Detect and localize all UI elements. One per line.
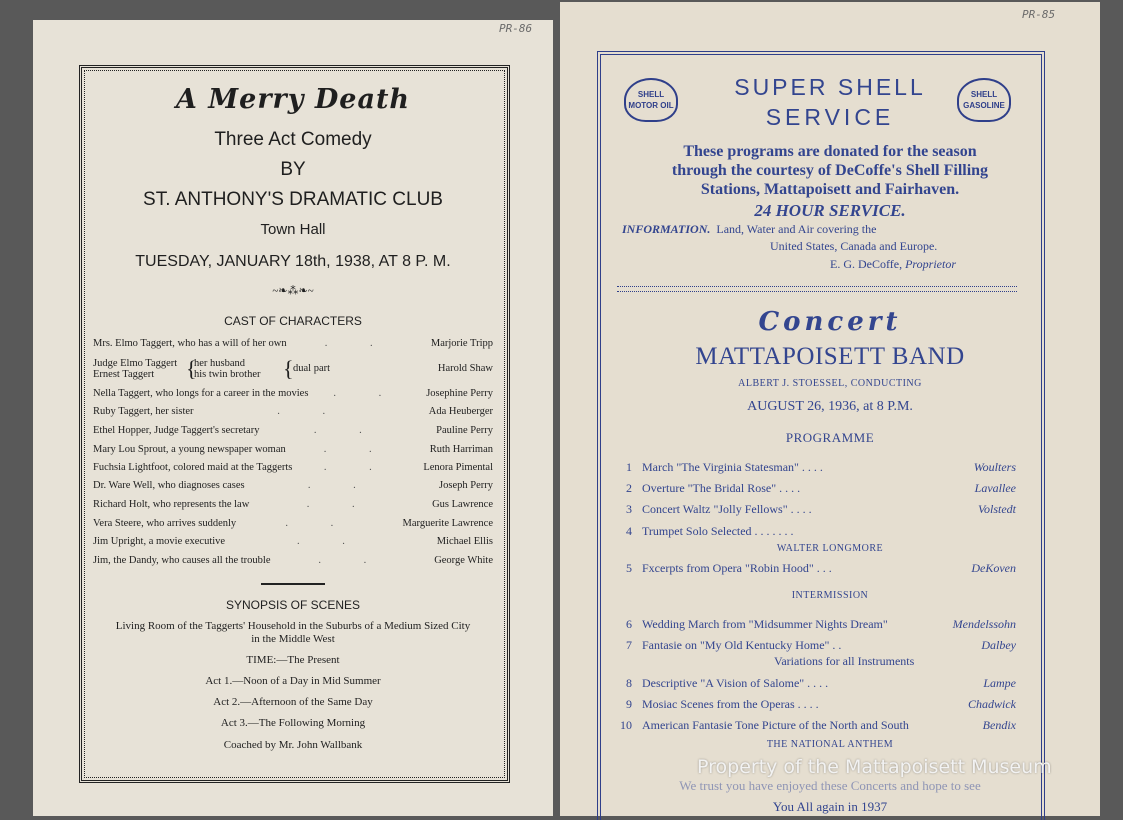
service-heading: SERVICE xyxy=(765,104,895,130)
programme-composer: DeKoven xyxy=(971,561,1016,575)
variations-line: Variations for all Instruments xyxy=(774,654,915,668)
closing-line: We trust you have enjoyed these Concerts and hope to see xyxy=(679,778,981,793)
programme-desc: Fantasie on "My Old Kentucky Home" . . xyxy=(642,638,842,652)
leader-dots: . . xyxy=(324,338,393,349)
leader-dots: . . xyxy=(318,555,387,566)
cast-role: Jim Upright, a movie executive xyxy=(93,536,226,547)
leader-dots: . . xyxy=(323,444,392,455)
cast-role: Fuchsia Lightfoot, colored maid at the Taggerts xyxy=(93,462,293,473)
donation-line: through the courtesy of DeCoffe's Shell Filling xyxy=(671,162,989,179)
leader-dots: . . xyxy=(277,406,346,417)
cast-role: Jim, the Dandy, who causes all the trouble xyxy=(93,555,271,566)
left-program-page xyxy=(33,20,553,816)
concert-heading: Concert xyxy=(758,307,902,337)
cast-heading: CAST OF CHARACTERS xyxy=(224,314,362,328)
programme-composer: Dalbey xyxy=(981,638,1016,652)
divider xyxy=(617,291,1017,292)
cast-row xyxy=(93,555,493,566)
programme-desc: March "The Virginia Statesman" . . . . xyxy=(642,460,823,474)
cast-actor: Gus Lawrence xyxy=(432,499,493,510)
cast-role: Nella Taggert, who longs for a career in the movies xyxy=(93,388,309,399)
cast-role: Ethel Hopper, Judge Taggert's secretary xyxy=(93,425,260,436)
divider xyxy=(617,286,1017,287)
cast-actor: Marjorie Tripp xyxy=(430,338,493,349)
intermission-line: INTERMISSION xyxy=(791,590,869,601)
programme-composer: Bendix xyxy=(982,718,1016,732)
programme-desc: American Fantasie Tone Picture of the North and South xyxy=(642,718,909,732)
information-text: United States, Canada and Europe. xyxy=(770,239,938,253)
programme-desc: Mosiac Scenes from the Operas . . . . xyxy=(642,697,819,711)
programme-desc: Fxcerpts from Opera "Robin Hood" . . . xyxy=(642,561,832,575)
cast-row xyxy=(93,499,493,510)
cast-role: Vera Steere, who arrives suddenly xyxy=(93,518,237,529)
performance-date: TUESDAY, JANUARY 18th, 1938, AT 8 P. M. xyxy=(135,253,451,270)
programme-num: 4 xyxy=(626,524,632,538)
play-title: A Merry Death xyxy=(175,84,411,115)
programme-num: 6 xyxy=(626,617,632,631)
cast-row xyxy=(93,338,493,349)
programme-num: 1 xyxy=(626,460,632,474)
programme-num: 8 xyxy=(626,676,632,690)
page-label: PR-85 xyxy=(1022,8,1056,21)
information-label: INFORMATION. xyxy=(622,222,711,236)
programme-num: 3 xyxy=(626,502,632,516)
programme-num: 5 xyxy=(626,561,632,575)
programme-composer: Chadwick xyxy=(968,697,1016,711)
leader-dots: . . xyxy=(313,425,382,436)
cast-actor: Michael Ellis xyxy=(436,536,493,547)
programme-composer: Mendelssohn xyxy=(952,617,1016,631)
information-text: Land, Water and Air covering the xyxy=(716,222,877,236)
programme-heading: PROGRAMME xyxy=(785,430,875,445)
cast-row-dual-part xyxy=(93,358,493,386)
cast-role: Judge Elmo Taggert xyxy=(93,358,178,369)
cast-actor: Marguerite Lawrence xyxy=(402,518,493,529)
leader-dots: . . xyxy=(306,499,375,510)
cast-role: Mrs. Elmo Taggert, who has a will of her own xyxy=(93,338,287,349)
anthem-line: THE NATIONAL ANTHEM xyxy=(766,739,894,750)
page-label: PR-86 xyxy=(499,22,533,35)
cast-actor: Lenora Pimental xyxy=(423,462,493,473)
shell-motor-oil-logo: SHELL MOTOR OIL xyxy=(624,78,678,122)
divider xyxy=(261,583,325,585)
cast-role-desc: his twin brother xyxy=(194,369,261,380)
brace-icon: { xyxy=(186,356,197,381)
cast-row xyxy=(93,518,493,529)
programme-desc: Descriptive "A Vision of Salome" . . . . xyxy=(642,676,829,690)
donation-line: Stations, Mattapoisett and Fairhaven. xyxy=(700,181,960,198)
act-line: Act 3.—The Following Morning xyxy=(220,717,366,729)
cast-actor: Pauline Perry xyxy=(436,425,493,436)
programme-desc: Wedding March from "Midsummer Nights Dream" xyxy=(642,617,888,631)
leader-dots: . . xyxy=(285,518,354,529)
play-subtitle: Three Act Comedy xyxy=(214,129,372,150)
ornament-icon: ~❧⁂❧~ xyxy=(272,285,314,297)
cast-role: Richard Holt, who represents the law xyxy=(93,499,250,510)
leader-dots: . . xyxy=(296,536,365,547)
cast-row xyxy=(93,480,493,491)
venue: Town Hall xyxy=(260,221,326,238)
time-line: TIME:—The Present xyxy=(246,654,340,666)
museum-watermark: Property of the Mattapoisett Museum xyxy=(697,756,1052,778)
cast-row xyxy=(93,388,493,399)
leader-dots: . . xyxy=(307,480,376,491)
programme-composer: Lampe xyxy=(983,676,1016,690)
dual-part-note: dual part xyxy=(293,363,331,374)
cast-actor: George White xyxy=(434,555,493,566)
shell-gasoline-logo: SHELL GASOLINE xyxy=(957,78,1011,122)
programme-desc: Concert Waltz "Jolly Fellows" . . . . xyxy=(642,502,812,516)
closing-line: You All again in 1937 xyxy=(772,799,888,814)
proprietor-title: Proprietor xyxy=(905,257,956,271)
proprietor-name: E. G. DeCoffe, xyxy=(830,257,903,271)
club-name: ST. ANTHONY'S DRAMATIC CLUB xyxy=(143,189,443,210)
programme-composer: Woulters xyxy=(973,460,1016,474)
cast-actor: Ada Heuberger xyxy=(428,406,493,417)
proprietor-line xyxy=(830,257,956,272)
hour-service: 24 HOUR SERVICE. xyxy=(754,201,906,220)
programme-num: 7 xyxy=(626,638,632,652)
band-name: MATTAPOISETT BAND xyxy=(695,343,965,370)
cast-actor: Josephine Perry xyxy=(426,388,493,399)
programme-composer: Volstedt xyxy=(978,502,1016,516)
right-program-page xyxy=(560,2,1100,816)
act-line: Act 1.—Noon of a Day in Mid Summer xyxy=(205,675,381,687)
concert-date: AUGUST 26, 1936, at 8 P.M. xyxy=(747,399,913,414)
cast-role-desc: her husband xyxy=(194,358,246,369)
cast-role: Dr. Ware Well, who diagnoses cases xyxy=(93,480,245,491)
brace-icon: { xyxy=(283,356,294,381)
synopsis-heading: SYNOPSIS OF SCENES xyxy=(225,598,361,612)
programme-num: 10 xyxy=(620,718,632,732)
conductor-line: ALBERT J. STOESSEL, CONDUCTING xyxy=(738,378,922,389)
programme-desc: Trumpet Solo Selected . . . . . . . xyxy=(642,524,794,538)
synopsis-line: Living Room of the Taggerts' Household in the Suburbs of a Medium Sized City xyxy=(115,620,471,632)
programme-num: 9 xyxy=(626,697,632,711)
super-shell-heading: SUPER SHELL xyxy=(734,74,926,100)
information-line xyxy=(622,222,876,237)
coach-line: Coached by Mr. John Wallbank xyxy=(223,739,363,751)
act-line: Act 2.—Afternoon of the Same Day xyxy=(213,696,373,708)
by-label: BY xyxy=(280,159,306,180)
cast-row xyxy=(93,406,493,417)
cast-role: Ernest Taggert xyxy=(93,369,155,380)
leader-dots: . . xyxy=(333,388,402,399)
cast-row xyxy=(93,425,493,436)
soloist-line: WALTER LONGMORE xyxy=(776,543,884,554)
synopsis-line: in the Middle West xyxy=(251,633,335,645)
programme-desc: Overture "The Bridal Rose" . . . . xyxy=(642,481,801,495)
cast-role: Ruby Taggert, her sister xyxy=(93,406,194,417)
cast-row xyxy=(93,462,493,473)
programme-composer: Lavallee xyxy=(974,481,1016,495)
cast-row xyxy=(93,444,493,455)
cast-actor: Joseph Perry xyxy=(439,480,493,491)
programme-num: 2 xyxy=(626,481,632,495)
cast-row xyxy=(93,536,493,547)
leader-dots: . . xyxy=(323,462,392,473)
cast-role: Mary Lou Sprout, a young newspaper woman xyxy=(93,444,286,455)
donation-line: These programs are donated for the season xyxy=(683,143,977,160)
cast-actor: Ruth Harriman xyxy=(429,444,493,455)
cast-actor: Harold Shaw xyxy=(437,363,493,374)
